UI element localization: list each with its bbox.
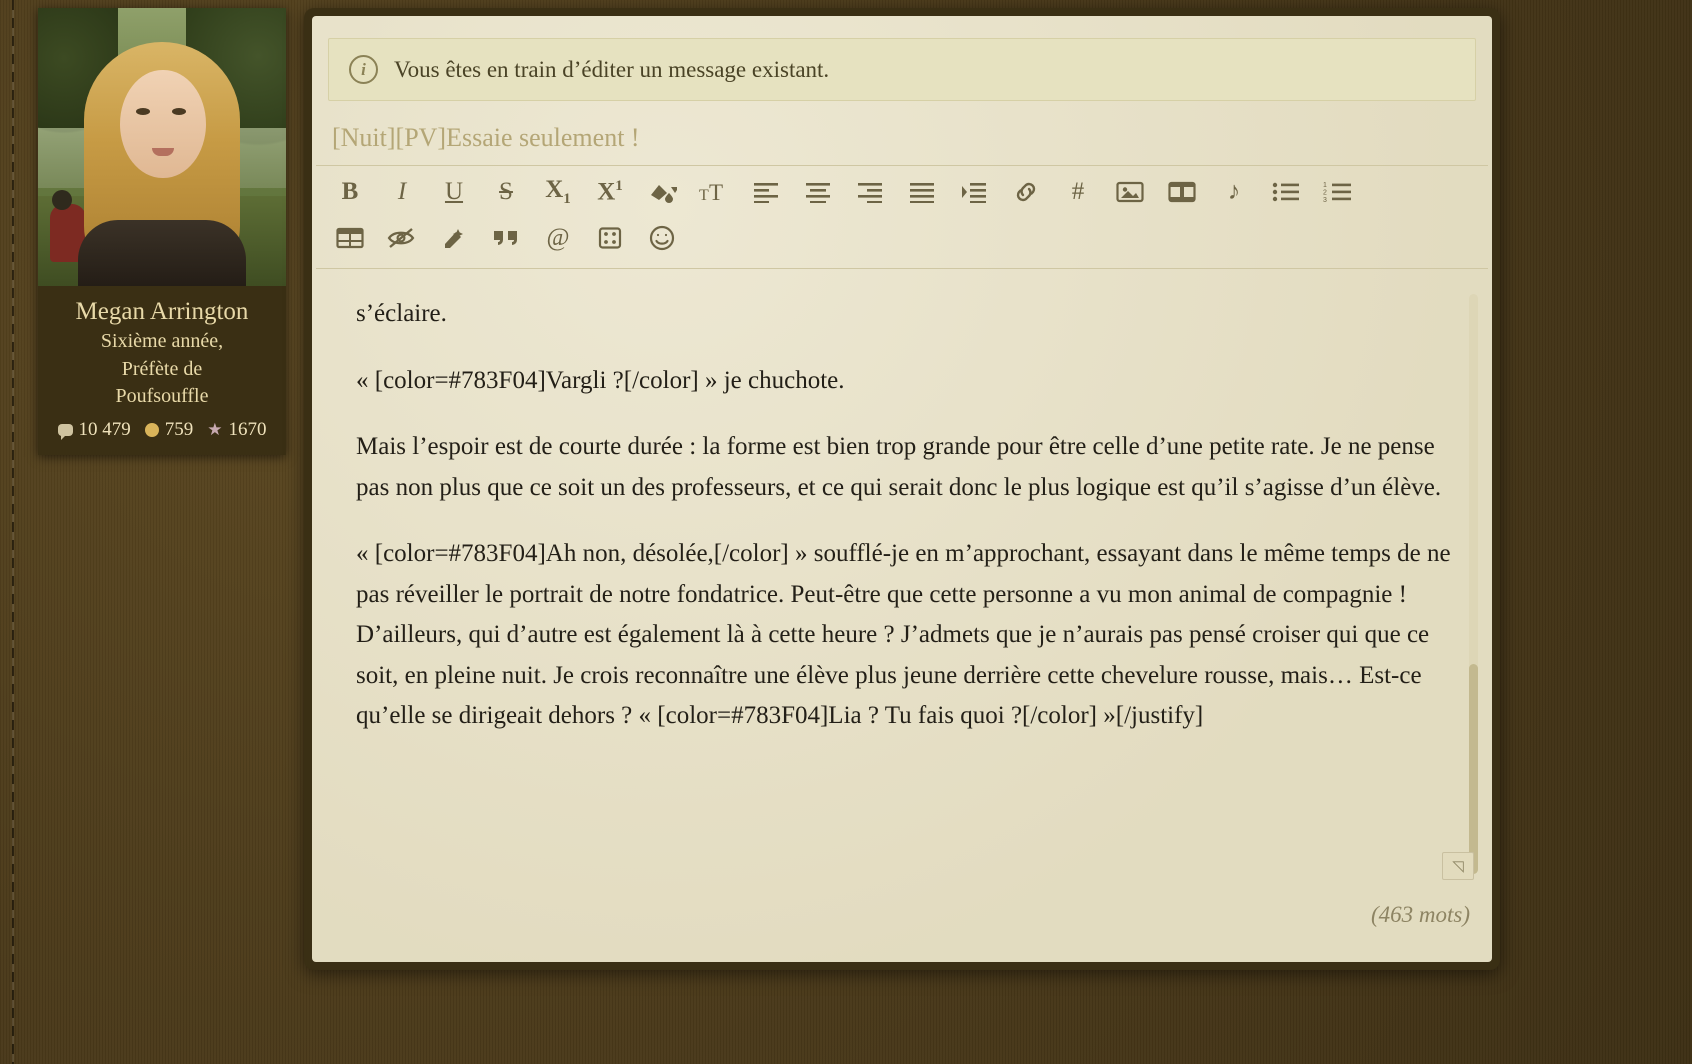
stat-messages-value: 10 479 <box>78 418 131 440</box>
hashtag-button[interactable]: # <box>1071 178 1085 205</box>
editor-scrollbar-thumb[interactable] <box>1469 664 1478 874</box>
hide-spoiler-button[interactable] <box>382 218 422 258</box>
formatting-toolbar <box>316 165 1488 269</box>
stitched-seam-decoration <box>12 0 14 1064</box>
superscript-button[interactable]: $X^1$ <box>597 177 623 206</box>
body-paragraph: « [color=#783F04]Vargli ?[/color] » je chuchote. <box>356 366 845 394</box>
speech-bubble-icon <box>58 424 73 436</box>
body-paragraph: s’éclaire. <box>356 300 447 327</box>
align-center-button[interactable] <box>798 172 838 212</box>
coin-icon <box>145 423 159 437</box>
svg-text:1: 1 <box>1323 182 1327 189</box>
svg-text:T: T <box>709 180 724 205</box>
author-profile-card <box>38 8 286 455</box>
audio-button[interactable]: ♪ <box>1227 178 1241 205</box>
emoji-button[interactable] <box>642 218 682 258</box>
toolbar-row-2 <box>330 218 1474 258</box>
star-icon: ★ <box>207 420 223 440</box>
align-right-button[interactable] <box>850 172 890 212</box>
author-role-line-2: Préfète de <box>121 357 203 380</box>
font-size-button[interactable] <box>694 172 734 212</box>
text-color-button[interactable] <box>642 172 682 212</box>
numbered-list-button[interactable] <box>1318 172 1358 212</box>
stat-coins <box>145 419 194 441</box>
svg-text:2: 2 <box>1323 189 1327 197</box>
author-stats <box>38 419 286 455</box>
stat-messages <box>58 419 131 441</box>
clear-format-button[interactable] <box>434 218 474 258</box>
stat-stars-value: 1670 <box>228 418 267 440</box>
author-name: Megan Arrington <box>75 298 249 325</box>
author-role <box>38 328 286 419</box>
link-button[interactable] <box>1006 172 1046 212</box>
avatar <box>38 8 286 286</box>
resize-handle-icon[interactable]: ◹ <box>1442 852 1474 880</box>
italic-button[interactable]: I <box>397 178 407 205</box>
mention-button[interactable]: @ <box>546 224 570 251</box>
stat-coins-value: 759 <box>164 418 194 440</box>
image-button[interactable] <box>1110 172 1150 212</box>
table-button[interactable] <box>330 218 370 258</box>
info-icon: i <box>349 55 378 84</box>
toolbar-row-1 <box>330 172 1474 212</box>
body-paragraph: Mais l’espoir est de courte durée : la forme est bien trop grande pour être celle d’une petite rate. Je ne pense pas non plus que ce soit un des professeurs, et ce qui serait donc le plus logique est qu’il s’agisse d’un élève. <box>356 433 1442 501</box>
quote-button[interactable] <box>486 218 526 258</box>
bullet-list-button[interactable] <box>1266 172 1306 212</box>
stat-stars <box>207 419 266 441</box>
editor-surface <box>312 16 1492 962</box>
body-paragraph: « [color=#783F04]Ah non, désolée,[/color] » soufflé-je en m’approchant, essayant dans le même temps de ne pas réveiller le portrait de notre fondatrice. Peut-être que cette personne a vu mon animal de compagnie ! D’ailleurs, qui d’autre est également là à cette heure ? J’admets que je n’aurais pas pensé croiser qui que ce soit, en pleine nuit. Je crois reconnaître une élève plus jeune derrière cette chevelure rousse, mais… Est-ce qu’elle se dirigeait dehors ? « [color=#783F04]Lia ? Tu fais quoi ?[/color] »[/justify] <box>356 540 1451 729</box>
dice-button[interactable] <box>590 218 630 258</box>
editing-notice-banner <box>328 38 1476 101</box>
author-role-line-3: Poufsouffle <box>115 385 209 408</box>
strikethrough-button[interactable]: S <box>499 178 513 205</box>
svg-text:3: 3 <box>1323 197 1327 203</box>
message-title-input[interactable] <box>328 119 1474 165</box>
justify-button[interactable] <box>902 172 942 212</box>
editing-notice-text: Vous êtes en train d’éditer un message existant. <box>394 56 830 82</box>
svg-text:T: T <box>699 187 709 204</box>
underline-button[interactable]: U <box>444 178 464 205</box>
message-body-editor[interactable] <box>312 286 1492 962</box>
indent-button[interactable] <box>954 172 994 212</box>
word-count-label: (463 mots) <box>1370 902 1470 927</box>
author-role-line-1: Sixième année, <box>100 330 224 352</box>
video-button[interactable] <box>1162 172 1202 212</box>
bold-button[interactable]: B <box>341 178 359 205</box>
subscript-button[interactable]: $X_1$ <box>545 176 571 207</box>
message-editor-panel <box>304 8 1500 970</box>
align-left-button[interactable] <box>746 172 786 212</box>
